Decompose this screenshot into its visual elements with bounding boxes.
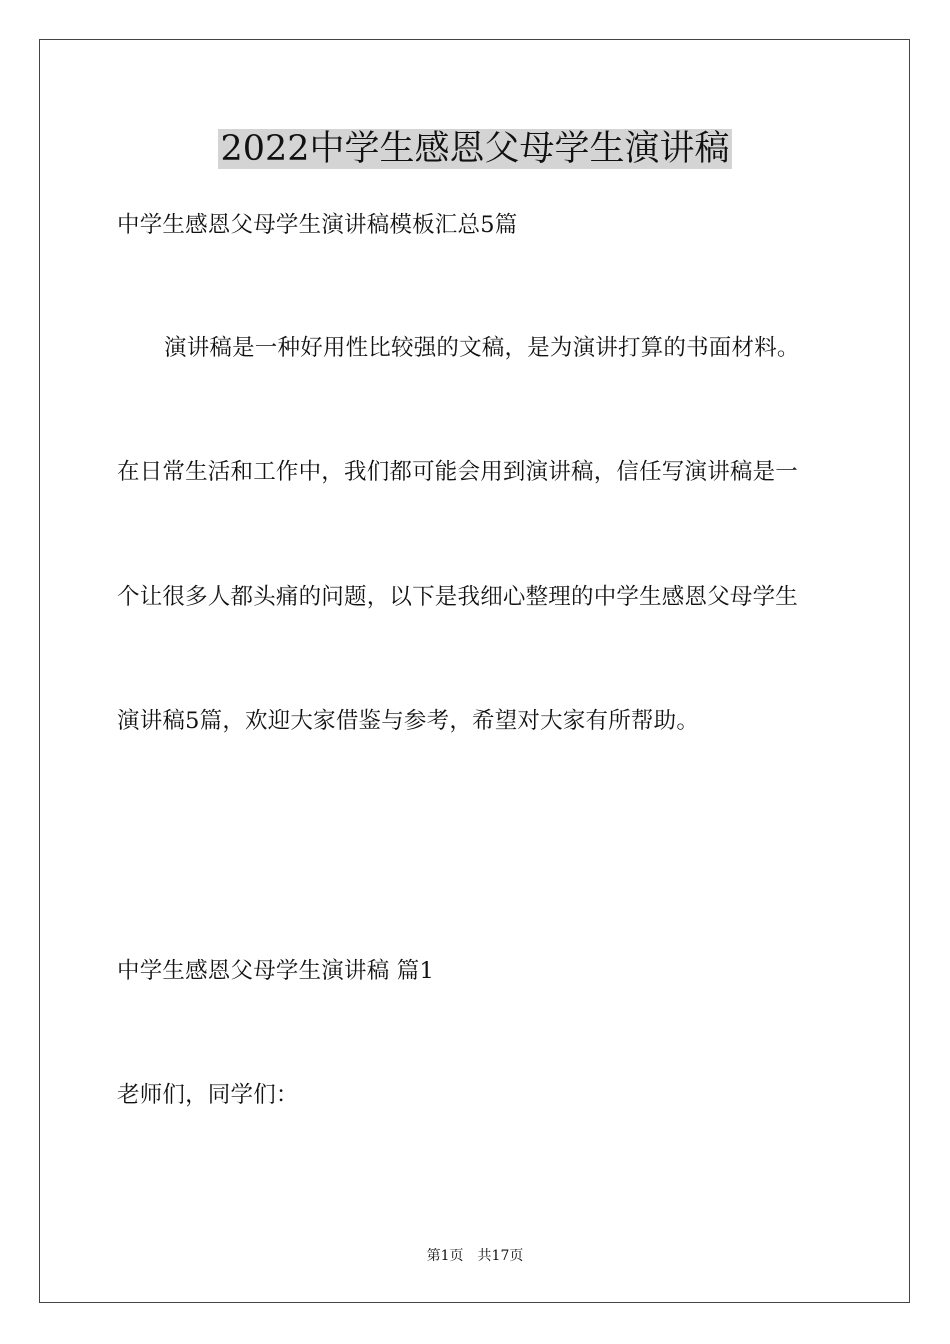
paragraph-line: 演讲稿5篇，欢迎大家借鉴与参考，希望对大家有所帮助。: [117, 708, 700, 734]
section-heading: 中学生感恩父母学生演讲稿 篇1: [117, 958, 434, 984]
paragraph-line: 在日常生活和工作中，我们都可能会用到演讲稿，信任写演讲稿是一: [117, 459, 799, 485]
document-title: [0, 128, 950, 170]
paragraph-line: 演讲稿是一种好用性比较强的文稿，是为演讲打算的书面材料。: [164, 335, 800, 361]
subtitle-line: 中学生感恩父母学生演讲稿模板汇总5篇: [117, 212, 518, 238]
paragraph-line: 个让很多人都头痛的问题，以下是我细心整理的中学生感恩父母学生: [117, 584, 799, 610]
page-footer: 第1页 共17页: [426, 1248, 524, 1264]
salutation-line: 老师们，同学们：: [117, 1082, 299, 1108]
document-title-text: 2022中学生感恩父母学生演讲稿: [220, 129, 730, 169]
